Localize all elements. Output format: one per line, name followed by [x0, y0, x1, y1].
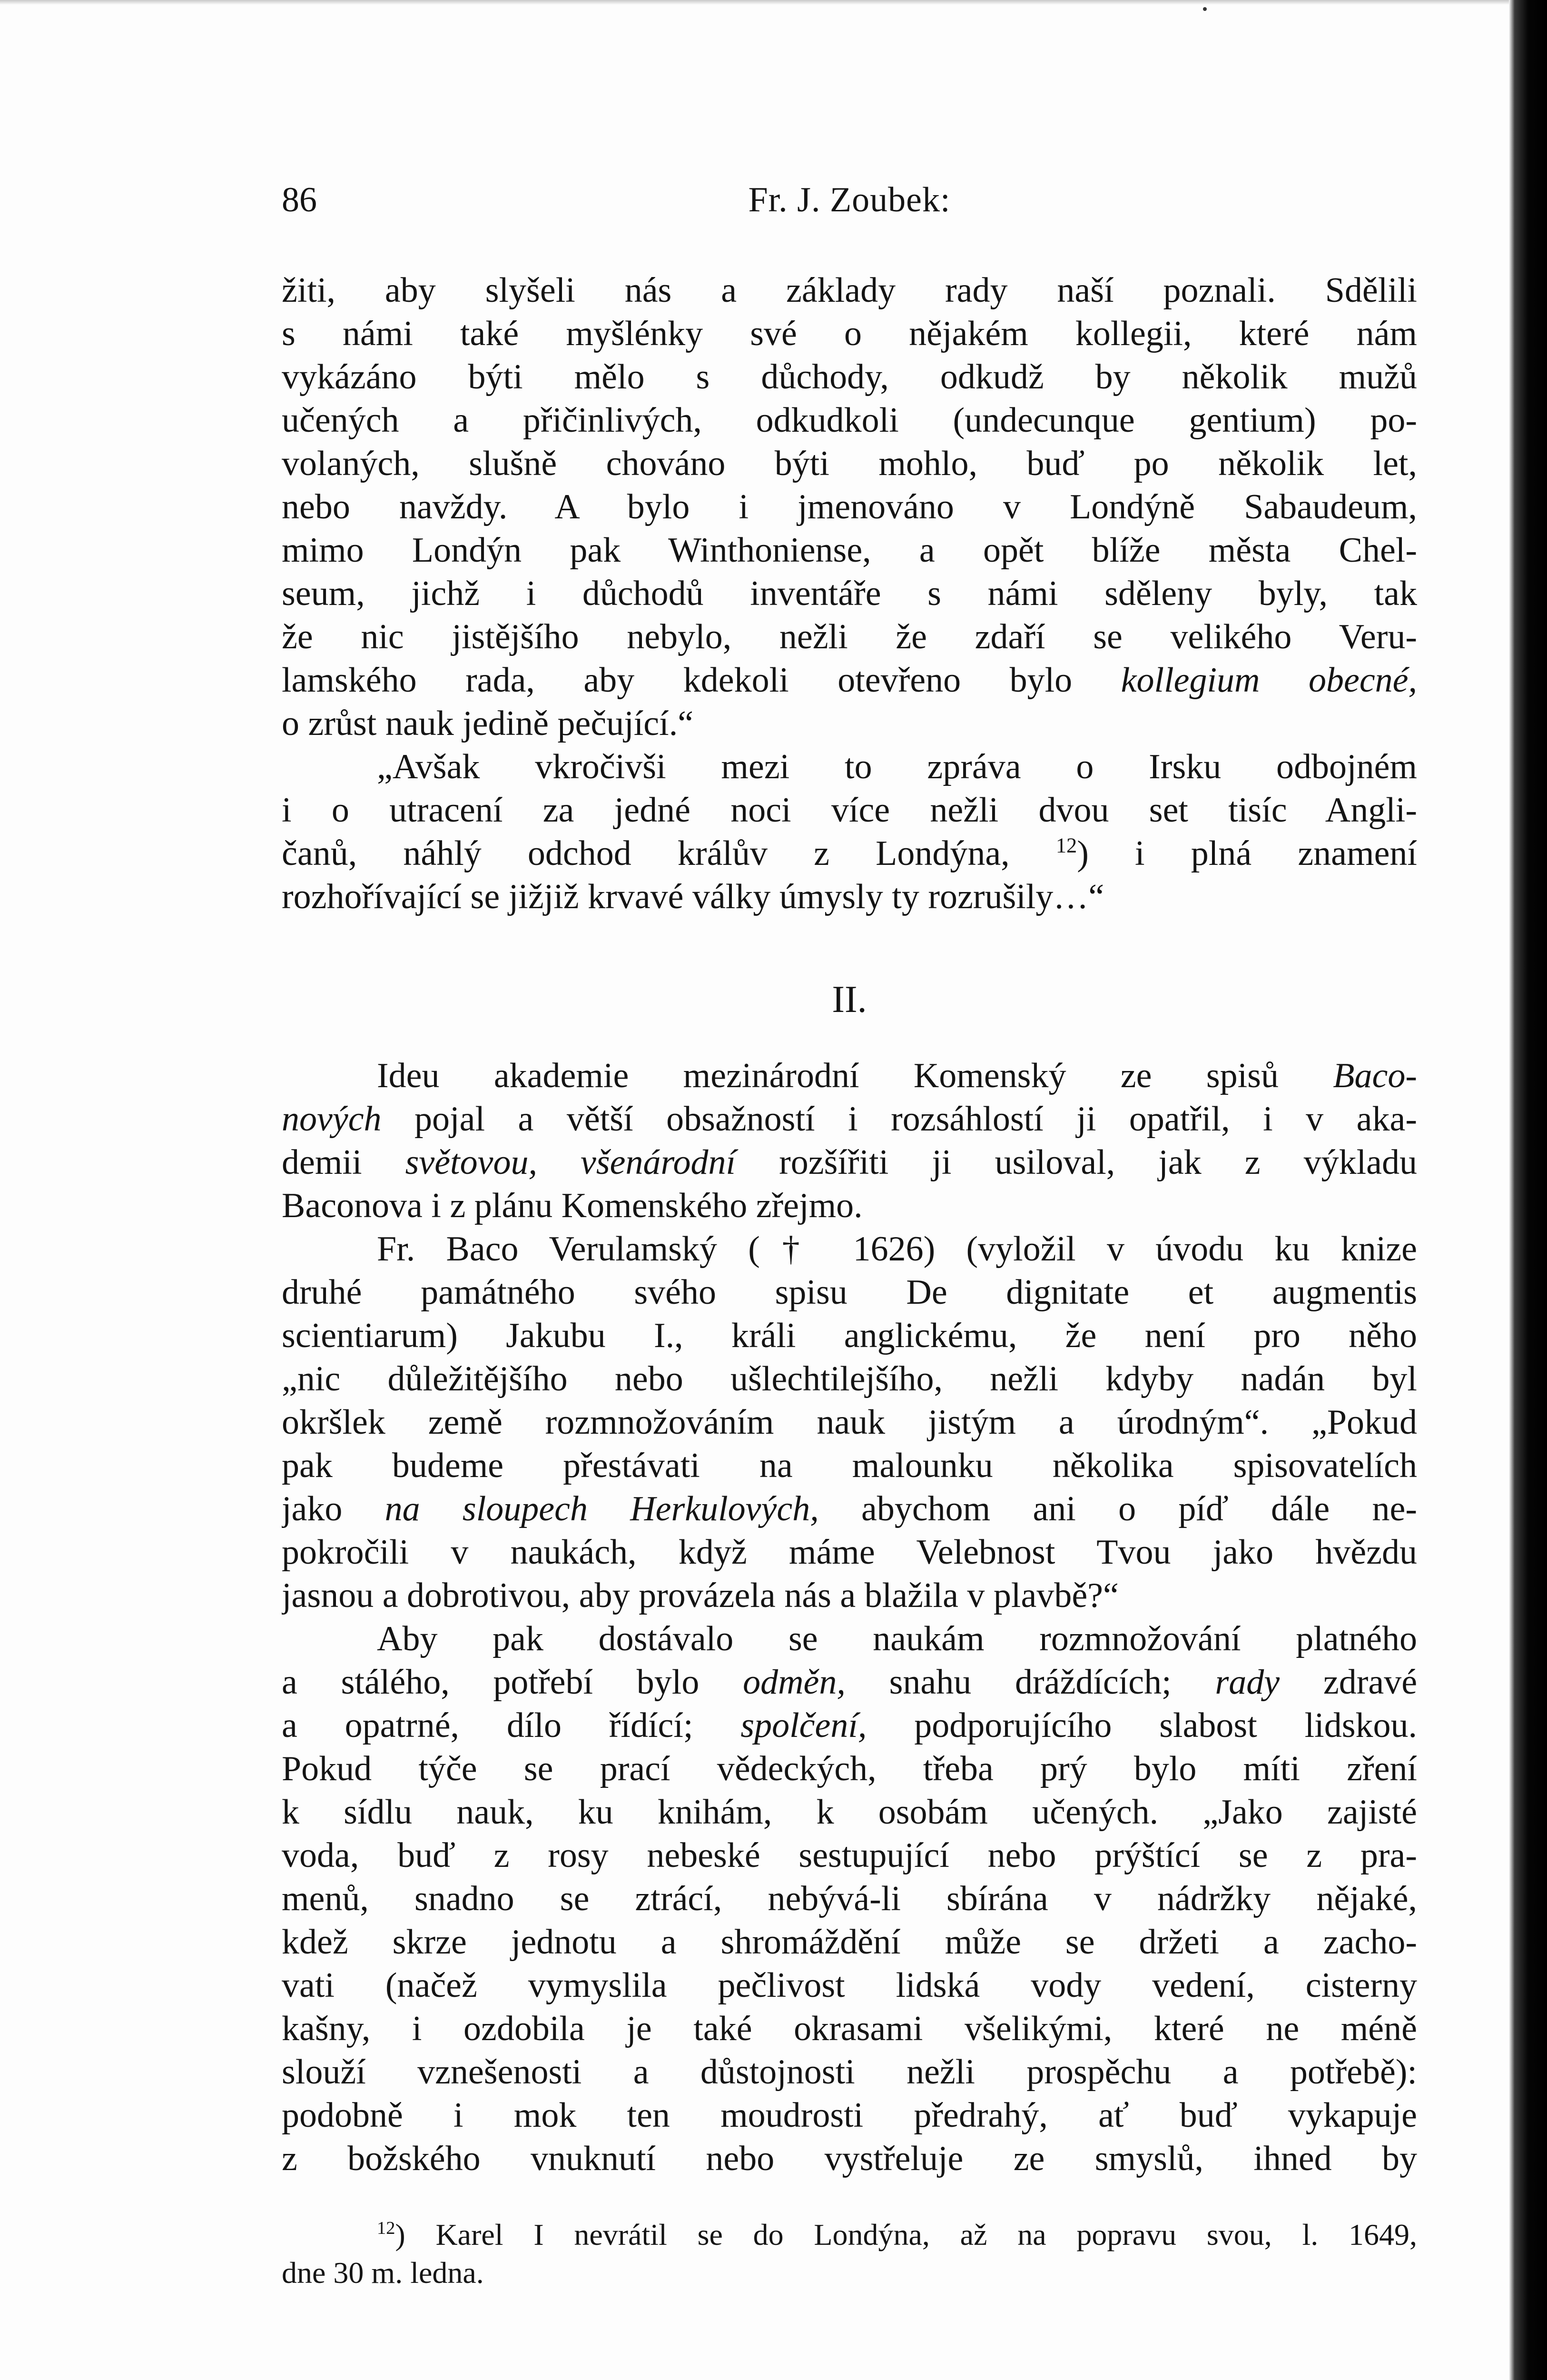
page-header [282, 174, 1417, 226]
page-top-shadow [0, 0, 1547, 5]
text-line: vykázáno býti mělo s důchody, odkudž by několik mužů [282, 357, 1417, 397]
footnote-line [282, 2216, 1417, 2254]
text-line [282, 1098, 1417, 1141]
text-line: rozhořívající se jižjiž krvavé války úmysly ty rozrušily…“ [282, 877, 1104, 916]
text-segment: jako [282, 1489, 343, 1528]
text-line: seum, jichž i důchodů inventáře s námi sděleny byly, tak [282, 574, 1417, 613]
text-segment: ) i plná znamení [1077, 834, 1417, 873]
italic-term: světovou, všenárodní [405, 1143, 736, 1182]
text-segment: demii [282, 1143, 362, 1182]
text-line [282, 1704, 1417, 1747]
text-line [282, 1661, 1417, 1704]
text-line: menů, snadno se ztrácí, nebývá-li sbírána v nádržky nějaké, [282, 1879, 1417, 1918]
italic-term: Baco- [1333, 1056, 1417, 1095]
footnote-text: ) Karel I nevrátil se do Londýna, až na popravu svou, l. 1649, [395, 2218, 1417, 2251]
text-line: Baconova i z plánu Komenského zřejmo. [282, 1186, 863, 1225]
text-segment: Ideu akademie mezinárodní Komenský ze spisů [377, 1056, 1279, 1095]
text-line: scientiarum) Jakubu I., králi anglickému, že není pro něho [282, 1316, 1417, 1355]
text-segment: zdravé [1323, 1663, 1417, 1702]
text-line: „nic důležitějšího nebo ušlechtilejšího, nežli kdyby nadán byl [282, 1359, 1417, 1398]
text-line: k sídlu nauk, ku knihám, k osobám učených. „Jako zajisté [282, 1793, 1417, 1832]
text-segment: lamského rada, aby kdekoli otevřeno bylo [282, 661, 1073, 700]
text-line: mimo Londýn pak Winthoniense, a opět blíže města Chel- [282, 531, 1417, 570]
text-line: druhé památného svého spisu De dignitate et augmentis [282, 1273, 1417, 1312]
text-line: z božského vnuknutí nebo vystřeluje ze smyslů, ihned by [282, 2139, 1417, 2178]
text-line: jasnou a dobrotivou, aby provázela nás a blažila v plavbě?“ [282, 1576, 1119, 1615]
text-segment: čanů, náhlý odchod králův z Londýna, [282, 834, 1010, 873]
running-head: Fr. J. Zoubek: [748, 180, 951, 219]
text-line: i o utracení za jedné noci více nežli dvou set tisíc Angli- [282, 791, 1417, 830]
text-segment: a stálého, potřebí bylo [282, 1663, 700, 1702]
text-line: voda, buď z rosy nebeské sestupující nebo prýštící se z pra- [282, 1836, 1417, 1875]
scan-speck [1203, 7, 1207, 11]
text-line: nebo navždy. A bylo i jmenováno v Londýně Sabaudeum, [282, 487, 1417, 526]
italic-term: kollegium obecné, [1121, 661, 1417, 700]
text-line: pak budeme přestávati na malounku několika spisovatelích [282, 1446, 1417, 1485]
text-line: vati (načež vymyslila pečlivost lidská vody vedení, cisterny [282, 1966, 1417, 2005]
footnote-marker: 12 [377, 2218, 395, 2238]
text-line: pokročili v naukách, když máme Velebnost Tvou jako hvězdu [282, 1533, 1417, 1572]
text-segment: rozšířiti ji usiloval, jak z výkladu [779, 1143, 1417, 1182]
text-line: kašny, i ozdobila je také okrasami všelikými, které ne méně [282, 2009, 1417, 2048]
italic-term: nových [282, 1100, 382, 1139]
section-2-text [282, 1054, 1417, 2181]
text-line [282, 832, 1417, 875]
footnote [282, 2216, 1417, 2292]
text-line: podobně i mok ten moudrosti předrahý, ať buď vykapuje [282, 2096, 1417, 2135]
text-line [282, 1141, 1417, 1184]
text-segment: pojal a větší obsažností i rozsáhlostí ji opatřil, i v aka- [381, 1100, 1417, 1139]
text-line: kdež skrze jednotu a shromáždění může se držeti a zacho- [282, 1923, 1417, 1962]
section-heading: II. [832, 979, 867, 1021]
footnote-line: dne 30 m. ledna. [282, 2256, 484, 2290]
text-line: žiti, aby slyšeli nás a základy rady naší poznali. Sdělili [282, 271, 1417, 310]
text-line: Fr. Baco Verulamský († 1626) (vyložil v úvodu ku knize [377, 1230, 1417, 1269]
text-line: slouží vznešenosti a důstojnosti nežli prospěchu a potřebě): [282, 2053, 1417, 2092]
text-segment: snahu dráždících; [889, 1663, 1172, 1702]
text-line: učených a přičinlivých, odkudkoli (undecunque gentium) po- [282, 401, 1417, 440]
text-segment: abychom ani o píď dále ne- [861, 1489, 1417, 1528]
text-line: okršlek země rozmnožováním nauk jistým a úrodným“. „Pokud [282, 1403, 1417, 1442]
text-line: Pokud týče se prací vědeckých, třeba prý bylo míti zření [282, 1749, 1417, 1788]
footnote-ref: 12 [1055, 833, 1077, 857]
text-line: že nic jistějšího nebylo, nežli že zdaří se velikého Veru- [282, 617, 1417, 656]
text-line: Aby pak dostávalo se naukám rozmnožování platného [377, 1619, 1417, 1658]
text-line: o zrůst nauk jedině pečující.“ [282, 704, 694, 743]
binding-edge [1509, 0, 1547, 2380]
text-line [282, 1488, 1417, 1531]
text-segment: a opatrné, dílo řídící; [282, 1706, 693, 1745]
text-segment: podporujícího slabost lidskou. [914, 1706, 1417, 1745]
italic-term: rady [1215, 1663, 1280, 1702]
section-1-text [282, 269, 1417, 919]
text-line [282, 1054, 1417, 1098]
italic-term: na sloupech Herkulových, [384, 1489, 819, 1528]
page-number: 86 [282, 180, 317, 219]
italic-term: odměn, [743, 1663, 846, 1702]
text-line: s námi také myšlénky své o nějakém kollegii, které nám [282, 314, 1417, 353]
text-line: „Avšak vkročivši mezi to zpráva o Irsku odbojném [377, 747, 1417, 786]
text-line: volaných, slušně chováno býti mohlo, buď po několik let, [282, 444, 1417, 483]
italic-term: spolčení, [740, 1706, 867, 1745]
text-line [282, 659, 1417, 702]
